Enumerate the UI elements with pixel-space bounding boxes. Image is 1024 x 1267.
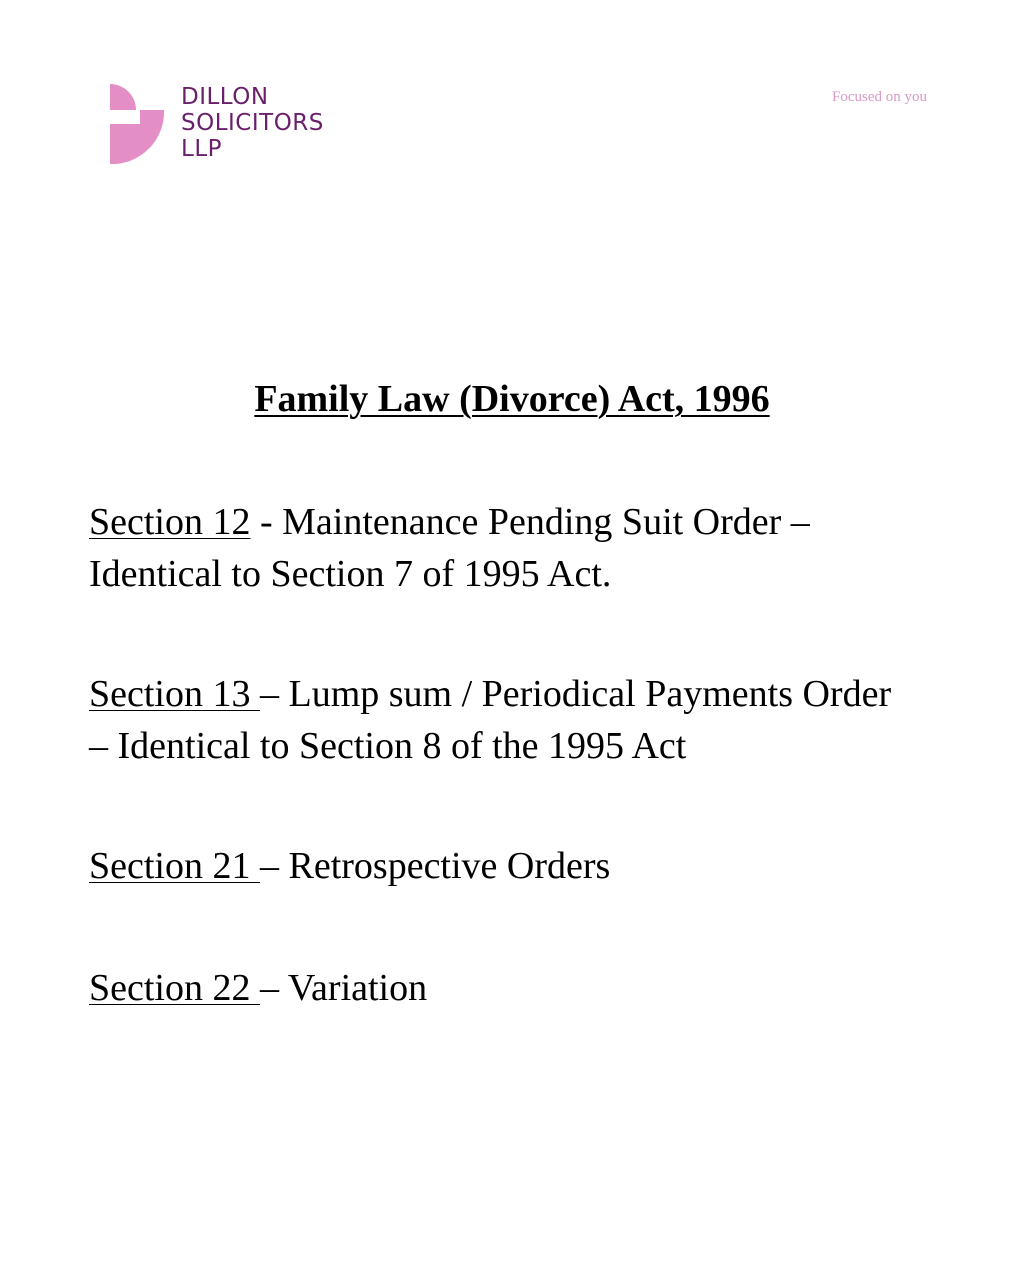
logo-mark-icon xyxy=(110,84,166,164)
section-21-separator: – xyxy=(259,845,289,887)
section-12-heading: Section 12 xyxy=(89,501,251,543)
section-22-heading: Section 22 xyxy=(89,967,260,1009)
company-logo xyxy=(110,84,370,164)
section-22-text: Variation xyxy=(287,967,428,1009)
logo-line-1: DILLON xyxy=(181,84,269,110)
section-22-separator: – xyxy=(259,967,288,1009)
logo-line-2: SOLICITORS xyxy=(181,110,324,136)
section-13-separator: – xyxy=(259,673,289,715)
section-12 xyxy=(89,496,919,600)
section-13 xyxy=(89,668,919,772)
section-13-heading: Section 13 xyxy=(89,673,260,715)
tagline: Focused on you xyxy=(832,89,927,105)
section-12-text: Maintenance Pending Suit Order – Identical to Section 7 of 1995 Act. xyxy=(89,501,810,595)
section-21-heading: Section 21 xyxy=(89,845,260,887)
section-21 xyxy=(89,840,919,892)
document-title-block xyxy=(0,376,1024,422)
section-22 xyxy=(89,962,919,1014)
logo-line-3: LLP xyxy=(181,136,222,162)
section-13-text: Lump sum / Periodical Payments Order – Identical to Section 8 of the 1995 Act xyxy=(89,673,892,767)
section-12-separator: - xyxy=(250,501,283,543)
document-title: Family Law (Divorce) Act, 1996 xyxy=(254,378,770,420)
section-21-text: Retrospective Orders xyxy=(288,845,611,887)
logo-wordmark xyxy=(181,84,324,162)
